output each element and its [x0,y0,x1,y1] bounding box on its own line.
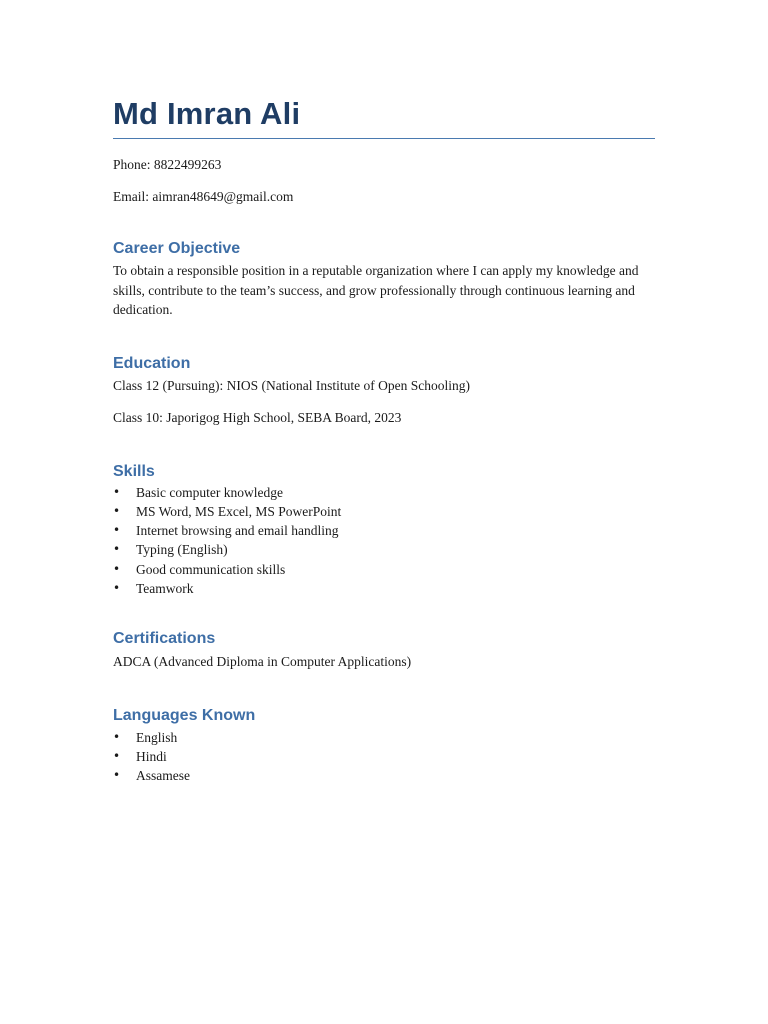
list-item [113,579,655,598]
bullet-icon: • [113,768,121,783]
bullet-icon: • [113,542,121,557]
bullet-icon: • [113,749,121,764]
bullet-icon: • [113,523,121,538]
list-item [113,540,655,559]
bullet-icon: • [113,580,121,595]
skill-text: Good communication skills [136,561,286,577]
list-item [113,728,655,747]
list-item [113,502,655,521]
languages-heading: Languages Known [113,706,256,724]
languages-list [113,728,655,786]
bullet-icon: • [113,484,121,499]
certifications-text: ADCA (Advanced Diploma in Computer Applications) [113,654,412,670]
education-entry: Class 10: Japorigog High School, SEBA Board, 2023 [113,410,402,425]
list-item [113,483,655,502]
list-item [113,560,655,579]
list-item [113,766,655,785]
resume-name: Md Imran Ali [113,94,655,139]
email-line: Email: aimran48649@gmail.com [113,189,294,204]
list-item [113,521,655,540]
education-heading: Education [113,354,191,372]
language-text: English [136,729,178,745]
list-item [113,747,655,766]
skill-text: Internet browsing and email handling [136,523,339,539]
bullet-icon: • [113,561,121,576]
language-text: Assamese [136,768,190,784]
skill-text: Typing (English) [136,542,228,558]
certifications-heading: Certifications [113,630,216,648]
resume-page [113,94,655,786]
bullet-icon: • [113,503,121,518]
skill-text: Teamwork [136,580,194,596]
skills-heading: Skills [113,462,155,480]
career-objective-text: To obtain a responsible position in a reputable organization where I can apply my knowledge and skills, contribute to the team’s success, and grow professionally through continuous learning and dedication. [113,263,639,317]
career-objective-heading: Career Objective [113,240,241,257]
bullet-icon: • [113,729,121,744]
skill-text: MS Word, MS Excel, MS PowerPoint [136,503,342,519]
skill-text: Basic computer knowledge [136,484,283,500]
language-text: Hindi [136,749,167,765]
education-entry: Class 12 (Pursuing): NIOS (National Institute of Open Schooling) [113,377,470,393]
skills-list [113,483,655,599]
phone-line: Phone: 8822499263 [113,157,222,172]
